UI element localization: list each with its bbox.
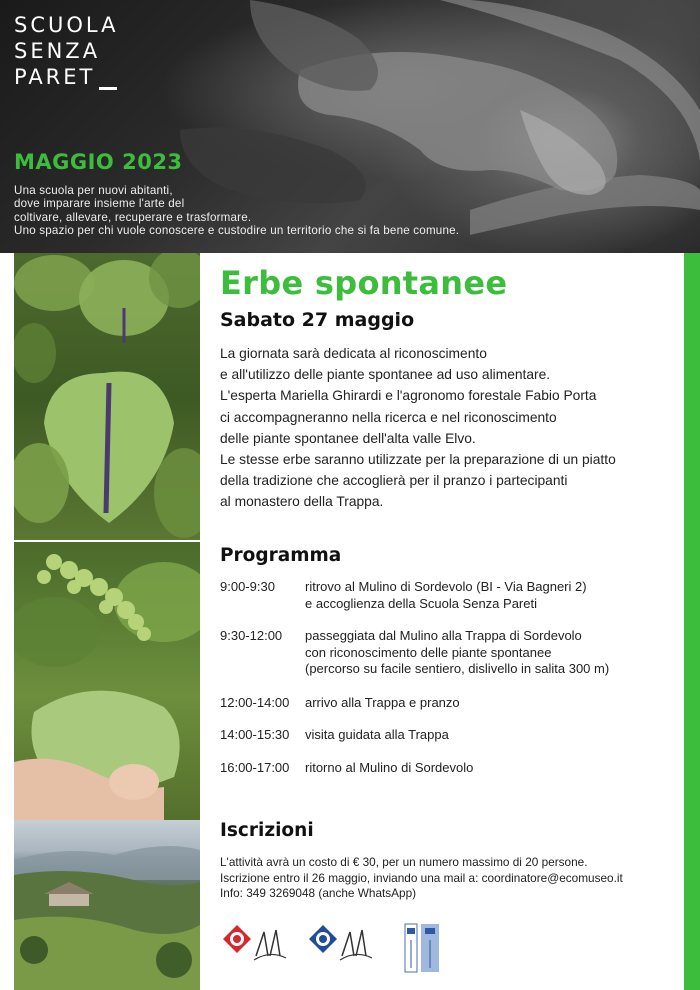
schedule-text	[305, 579, 685, 612]
description-line: e all'utilizzo delle piante spontanee ad uso alimentare.	[220, 367, 551, 383]
green-side-strip	[684, 253, 700, 990]
schedule-line: passeggiata dal Mulino alla Trappa di Sordevolo	[305, 628, 582, 643]
schedule-text	[305, 628, 685, 678]
plant-photo-leaves	[14, 253, 200, 540]
schedule-line: visita guidata alla Trappa	[305, 727, 449, 742]
hero-banner	[0, 0, 700, 253]
registration-heading: Iscrizioni	[220, 820, 314, 841]
ecomuseo-blue-logo-icon	[306, 920, 376, 970]
logo-line-1: SCUOLA	[14, 13, 119, 37]
description-line: Le stesse erbe saranno utilizzate per la preparazione di un piatto	[220, 452, 616, 468]
schedule-line: e accoglienza della Scuola Senza Pareti	[305, 595, 537, 611]
schedule-text	[305, 695, 685, 712]
logo-line-3: PARET	[14, 65, 96, 89]
registration-line: L'attività avrà un costo di € 30, per un numero massimo di 20 persone.	[220, 855, 588, 869]
ecomuseo-red-logo-icon	[220, 920, 290, 970]
schedule-line: arrivo alla Trappa e pranzo	[305, 695, 460, 710]
schedule-line: con riconoscimento delle piante spontanee	[305, 644, 552, 660]
schedule-text	[305, 760, 685, 777]
association-logo-icon	[403, 920, 443, 976]
event-title: Erbe spontanee	[220, 264, 508, 302]
plant-photo-flower	[14, 542, 200, 820]
school-logo	[14, 12, 118, 90]
mountain-landscape-photo	[14, 820, 200, 990]
description-line: al monastero della Trappa.	[220, 494, 384, 510]
partner-logos	[220, 920, 460, 980]
schedule-time: 14:00-15:30	[220, 727, 290, 742]
description-line: ci accompagneranno nella ricerca e nel riconoscimento	[220, 409, 557, 425]
description-line: della tradizione che accoglierà per il pranzo i partecipanti	[220, 473, 568, 489]
intro-line: dove imparare insieme l'arte del	[14, 197, 185, 211]
schedule-line: ritorno al Mulino di Sordevolo	[305, 760, 474, 775]
left-margin	[0, 253, 14, 990]
schedule-time: 9:30-12:00	[220, 628, 283, 643]
registration-text	[220, 855, 623, 902]
event-date: Sabato 27 maggio	[220, 309, 415, 331]
logo-line-2: SENZA	[14, 39, 101, 63]
logo-underscore	[99, 87, 117, 90]
event-description	[220, 343, 616, 513]
schedule-time: 12:00-14:00	[220, 695, 290, 710]
schedule-time: 9:00-9:30	[220, 579, 275, 594]
intro-line: Una scuola per nuovi abitanti,	[14, 184, 173, 197]
description-line: delle piante spontanee dell'alta valle Elvo.	[220, 430, 476, 446]
schedule-time: 16:00-17:00	[220, 760, 290, 775]
schedule-line: (percorso su facile sentiero, dislivello in salita 300 m)	[305, 661, 610, 676]
program-heading: Programma	[220, 545, 342, 566]
schedule-text	[305, 727, 685, 744]
intro-line: Uno spazio per chi vuole conoscere e custodire un territorio che si fa bene comune.	[14, 223, 460, 237]
schedule-line: ritrovo al Mulino di Sordevolo (BI - Via Bagneri 2)	[305, 579, 587, 594]
intro-text	[14, 184, 459, 237]
description-line: La giornata sarà dedicata al riconoscimento	[220, 346, 487, 361]
month-heading: MAGGIO 2023	[14, 150, 183, 174]
intro-line: coltivare, allevare, recuperare e trasformare.	[14, 210, 252, 224]
registration-line: Info: 349 3269048 (anche WhatsApp)	[220, 886, 417, 900]
description-line: L'esperta Mariella Ghirardi e l'agronomo forestale Fabio Porta	[220, 388, 597, 404]
registration-line: Iscrizione entro il 26 maggio, inviando una mail a: coordinatore@ecomuseo.it	[220, 870, 623, 885]
